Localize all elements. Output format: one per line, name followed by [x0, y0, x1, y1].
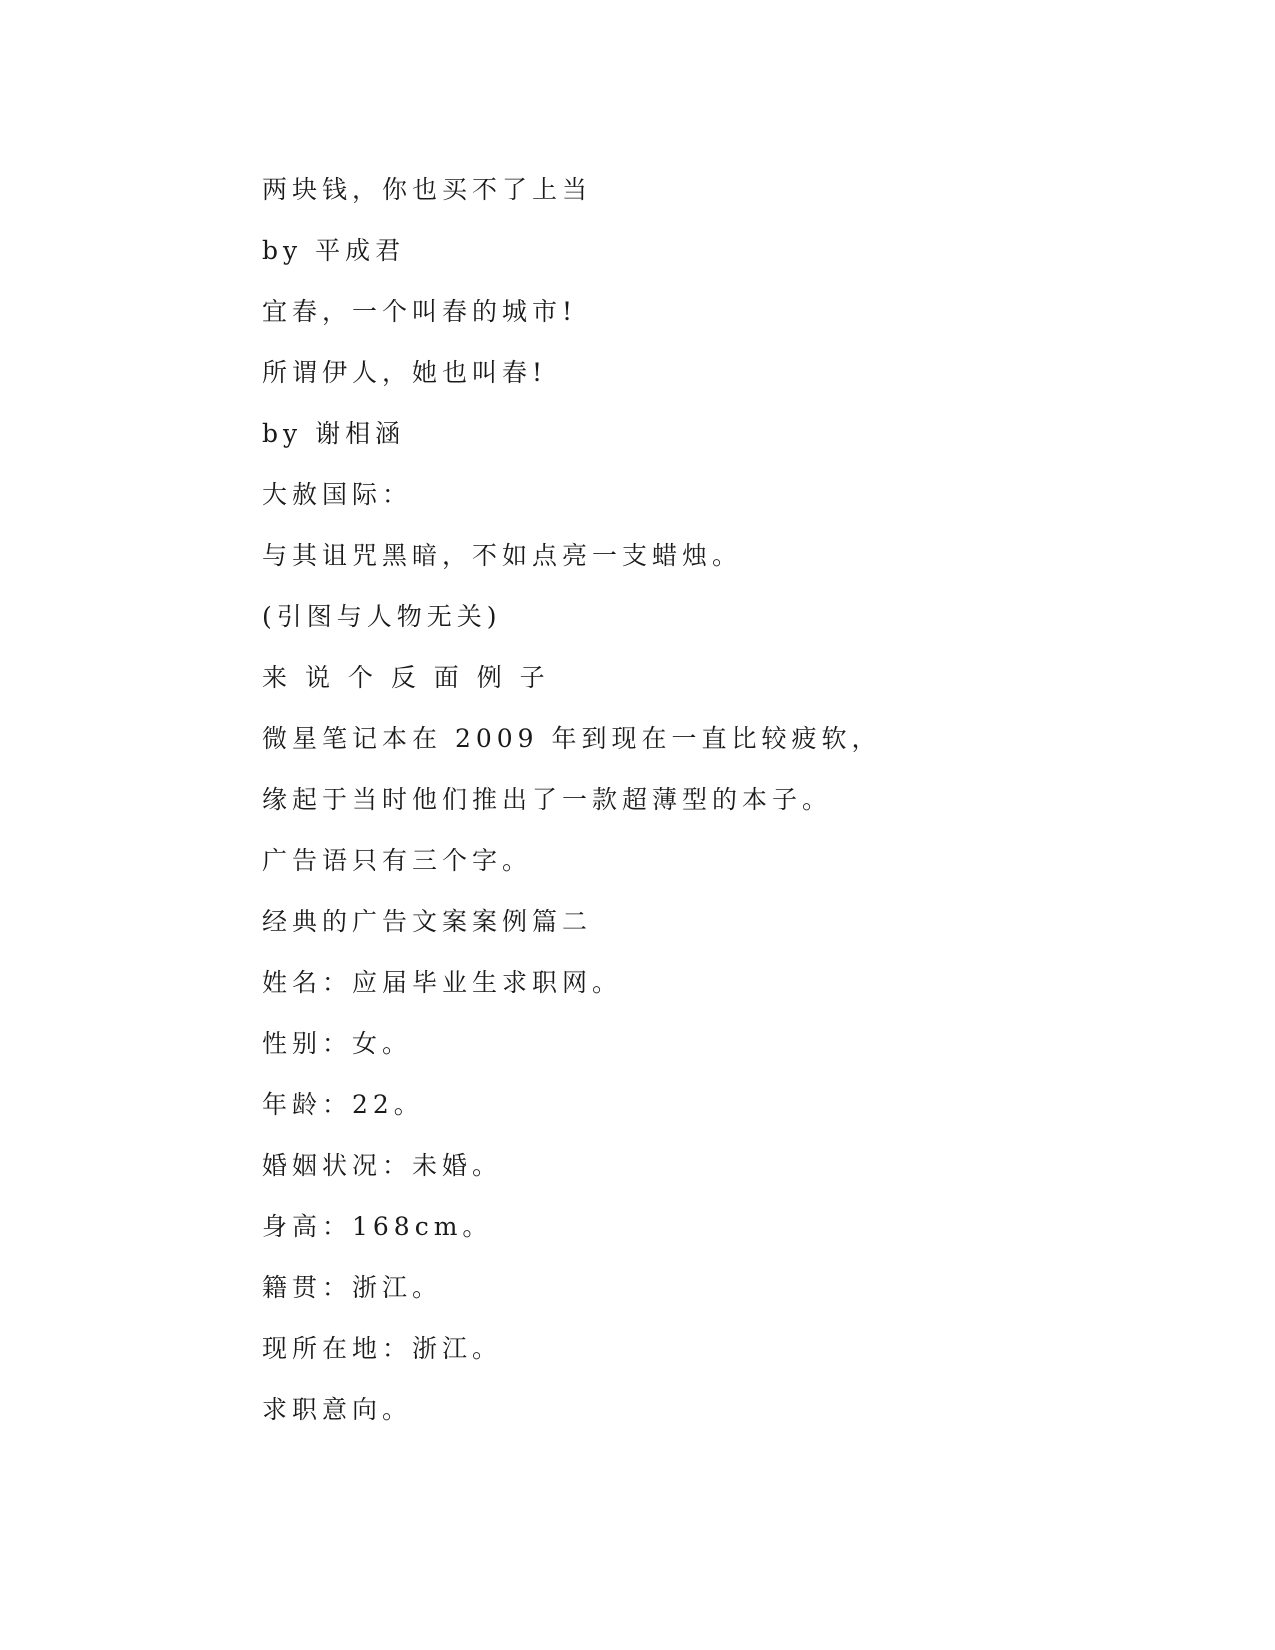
text-line: (引图与人物无关) [262, 602, 502, 631]
resume-field-hometown: 籍贯：浙江。 [262, 1273, 443, 1302]
text-line: 广告语只有三个字。 [262, 846, 533, 875]
text-line: 与其诅咒黑暗，不如点亮一支蜡烛。 [262, 541, 743, 570]
section-heading: 经典的广告文案案例篇二 [262, 907, 593, 936]
text-line: 缘起于当时他们推出了一款超薄型的本子。 [262, 785, 833, 814]
resume-field-location: 现所在地：浙江。 [262, 1334, 503, 1363]
text-line: 大赦国际： [262, 480, 413, 509]
text-line: 两块钱，你也买不了上当 [262, 175, 593, 204]
resume-field-job-intention: 求职意向。 [262, 1395, 413, 1424]
text-line: 宜春，一个叫春的城市! [262, 297, 578, 326]
resume-field-age: 年龄：22。 [262, 1090, 424, 1119]
text-line: 来 说 个 反 面 例 子 [262, 663, 550, 692]
resume-field-marital-status: 婚姻状况：未婚。 [262, 1151, 503, 1180]
text-line: 微星笔记本在 2009 年到现在一直比较疲软， [262, 724, 882, 753]
byline: by 平成君 [262, 236, 406, 265]
text-line: 所谓伊人，她也叫春! [262, 358, 548, 387]
resume-field-height: 身高：168cm。 [262, 1212, 493, 1241]
document-body [262, 167, 1082, 1448]
resume-field-gender: 性别：女。 [262, 1029, 413, 1058]
byline: by 谢相涵 [262, 419, 406, 448]
resume-field-name: 姓名：应届毕业生求职网。 [262, 968, 623, 997]
